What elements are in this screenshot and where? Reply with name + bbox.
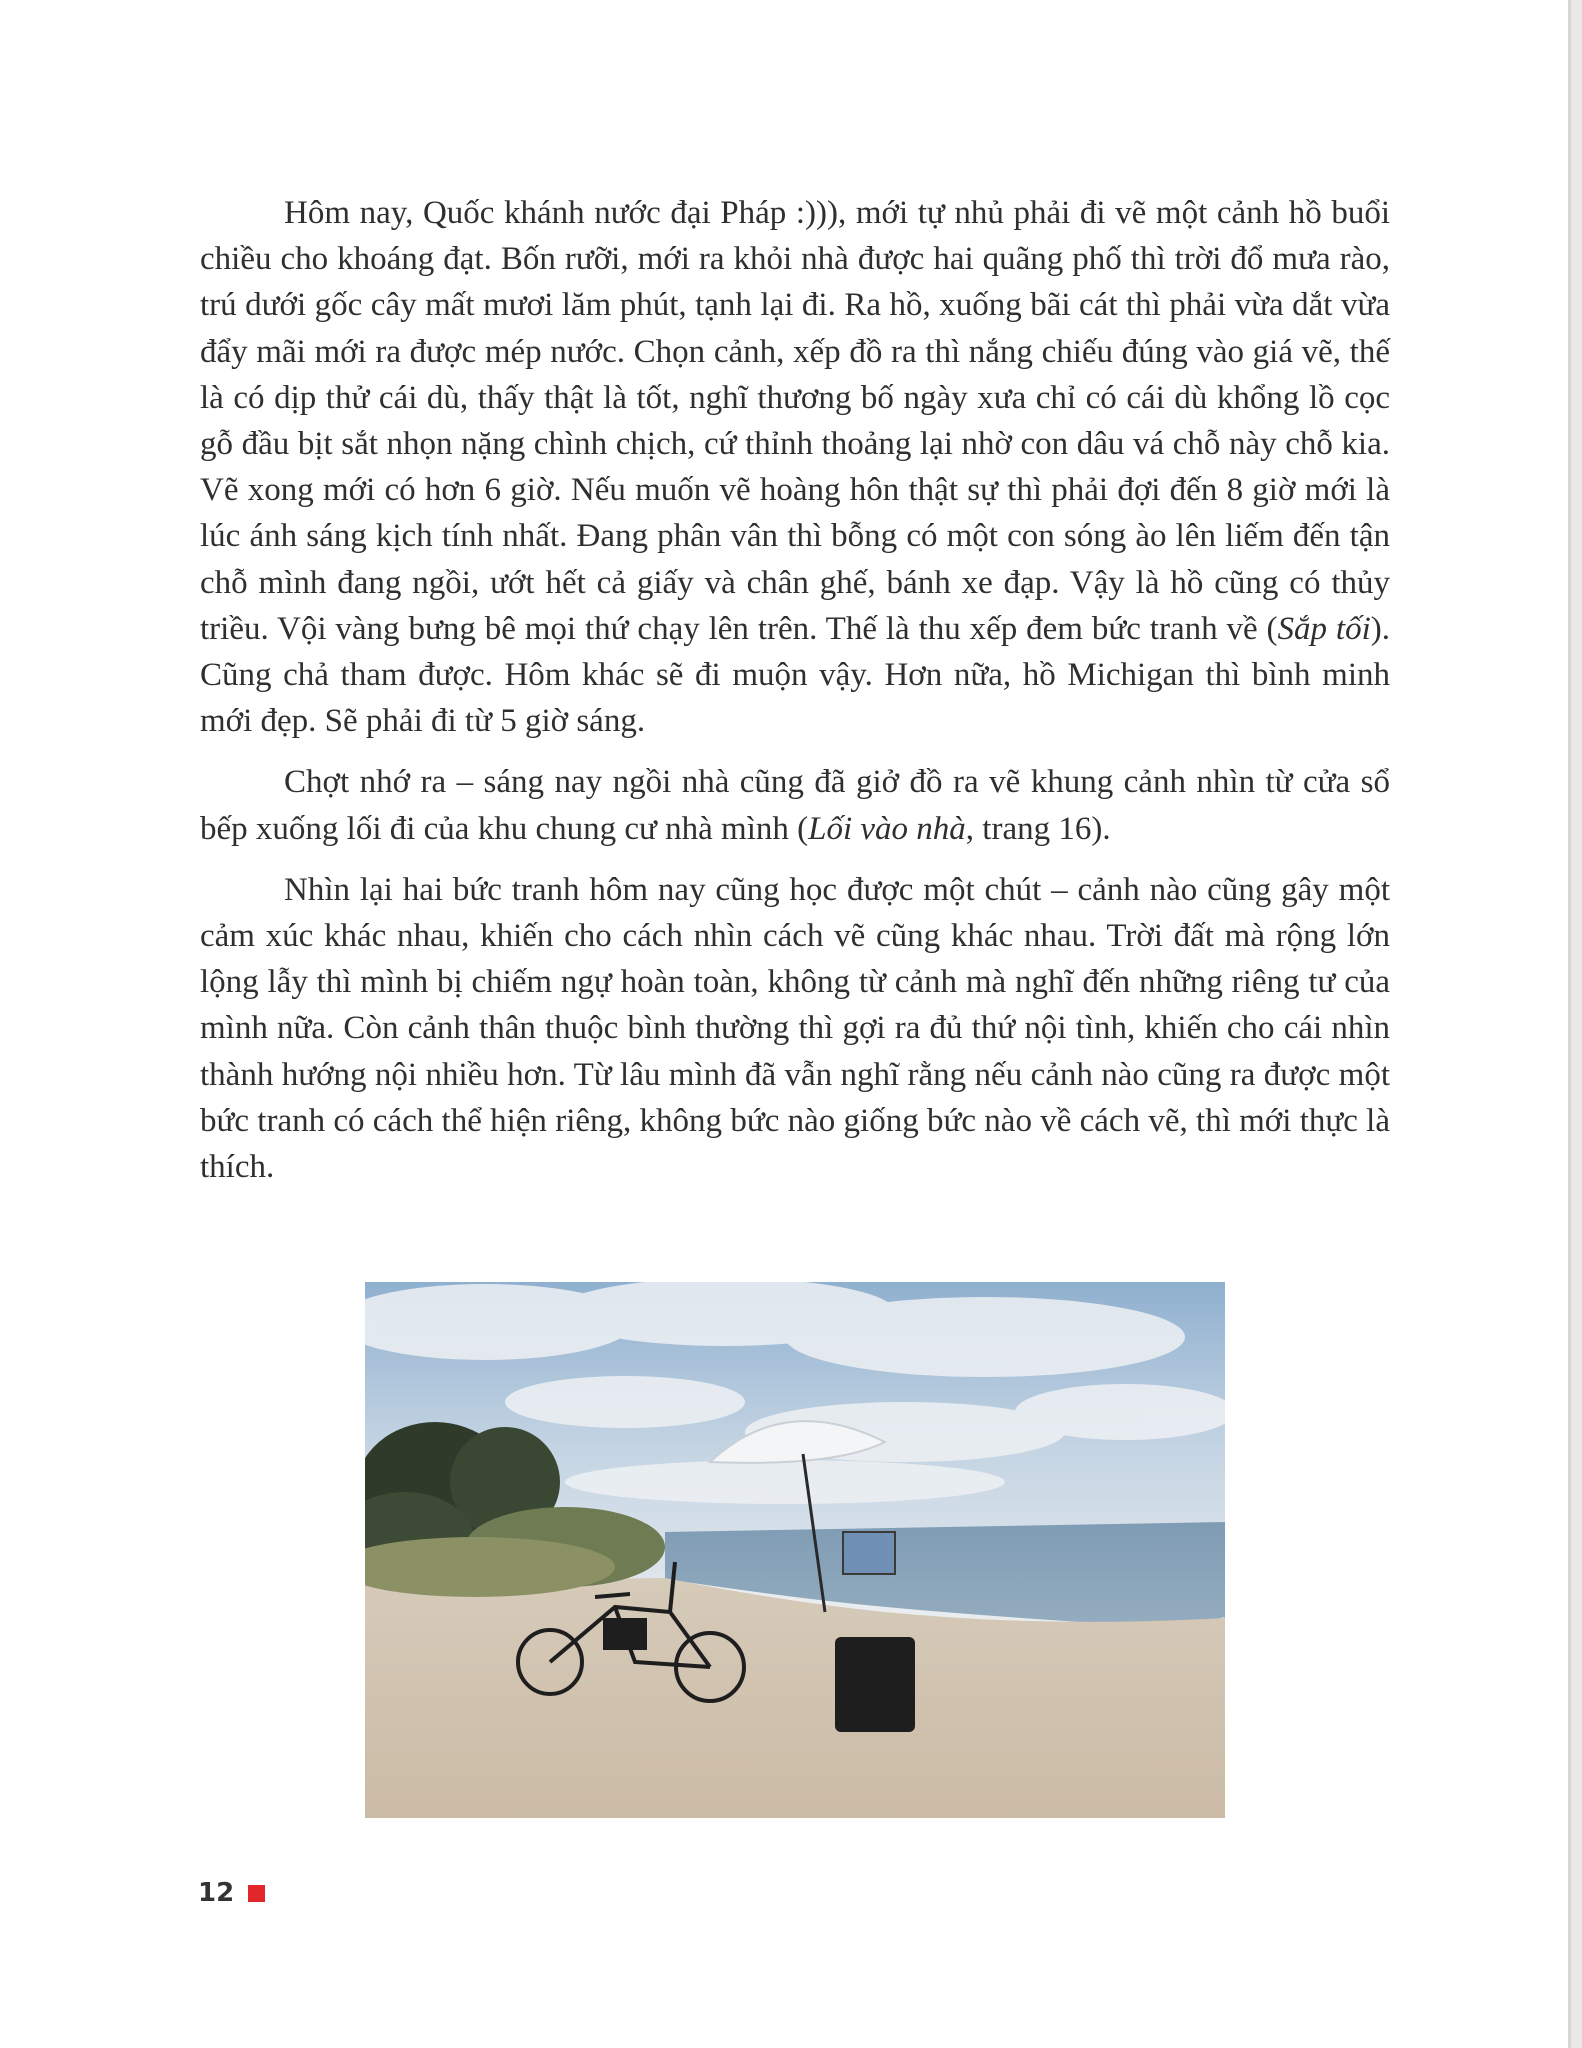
paragraph-1-text-a: Hôm nay, Quốc khánh nước đại Pháp :))), mới tự nhủ phải đi vẽ một cảnh hồ buổi chiều cho khoáng đạt. Bốn rưỡi, mới ra khỏi nhà được hai quãng phố thì trời đổ mưa rào, trú dưới gốc cây mất mươi lăm phút, tạnh lại đi. Ra hồ, xuống bãi cát thì phải vừa dắt vừa đẩy mãi mới ra được mép nước. Chọn cảnh, xếp đồ ra thì nắng chiếu đúng vào giá vẽ, thế là có dịp thử cái dù, thấy thật là tốt, nghĩ thương bố ngày xưa chỉ có cái dù khổng lồ cọc gỗ đầu bịt sắt nhọn nặng chình chịch, cứ thỉnh thoảng lại nhờ con dâu vá chỗ này chỗ kia. Vẽ xong mới có hơn 6 giờ. Nếu muốn vẽ hoàng hôn thật sự thì phải đợi đến 8 giờ mới là lúc ánh sáng kịch tính nhất. Đang phân vân thì bỗng có một con sóng ào lên liếm đến tận chỗ mình đang ngồi, ướt hết cả giấy và chân ghế, bánh xe đạp. Vậy là hồ cũng có thủy triều. Vội vàng bưng bê mọi thứ chạy lên trên. Thế là thu xếp đem bức tranh về ( [200, 195, 1390, 647]
page-edge-shadow [1568, 0, 1571, 2048]
easel-painting [843, 1532, 895, 1574]
beach-photo [365, 1282, 1225, 1818]
page-footer [198, 1880, 265, 1906]
painting-title-loi-vao-nha: Lối vào nhà [808, 810, 966, 847]
paragraph-3 [200, 867, 1390, 1190]
paragraph-1 [200, 190, 1390, 744]
easel-bag [835, 1637, 915, 1732]
paragraph-2 [200, 759, 1390, 851]
paragraph-3-text: Nhìn lại hai bức tranh hôm nay cũng học được một chút – cảnh nào cũng gây một cảm xúc khác nhau, khiến cho cách nhìn cách vẽ cũng khác nhau. Trời đất mà rộng lớn lộng lẫy thì mình bị chiếm ngự hoàn toàn, không từ cảnh mà nghĩ đến những riêng tư của mình nữa. Còn cảnh thân thuộc bình thường thì gợi ra đủ thứ nội tình, khiến cho cái nhìn thành hướng nội nhiều hơn. Từ lâu mình đã vẫn nghĩ rằng nếu cảnh nào cũng ra được một bức tranh có cách thể hiện riêng, không bức nào giống bức nào về cách vẽ, thì mới thực là thích. [200, 871, 1390, 1186]
body-text [200, 190, 1390, 1205]
page-number: 12 [198, 1878, 235, 1908]
red-square-marker [248, 1885, 265, 1902]
paragraph-1-text-b: ). Cũng chả tham được. Hôm khác sẽ đi muộn vậy. Hơn nữa, hồ Michigan thì bình minh mới đẹp. Sẽ phải đi từ 5 giờ sáng. [200, 610, 1390, 740]
paragraph-2-text-a: Chợt nhớ ra – sáng nay ngồi nhà cũng đã giở đồ ra vẽ khung cảnh nhìn từ cửa sổ bếp xuống lối đi của khu chung cư nhà mình ( [200, 764, 1390, 847]
paragraph-2-text-b: , trang 16). [965, 810, 1111, 847]
painting-title-sap-toi: Sắp tối [1277, 610, 1371, 647]
beach-scene [365, 1282, 1225, 1818]
